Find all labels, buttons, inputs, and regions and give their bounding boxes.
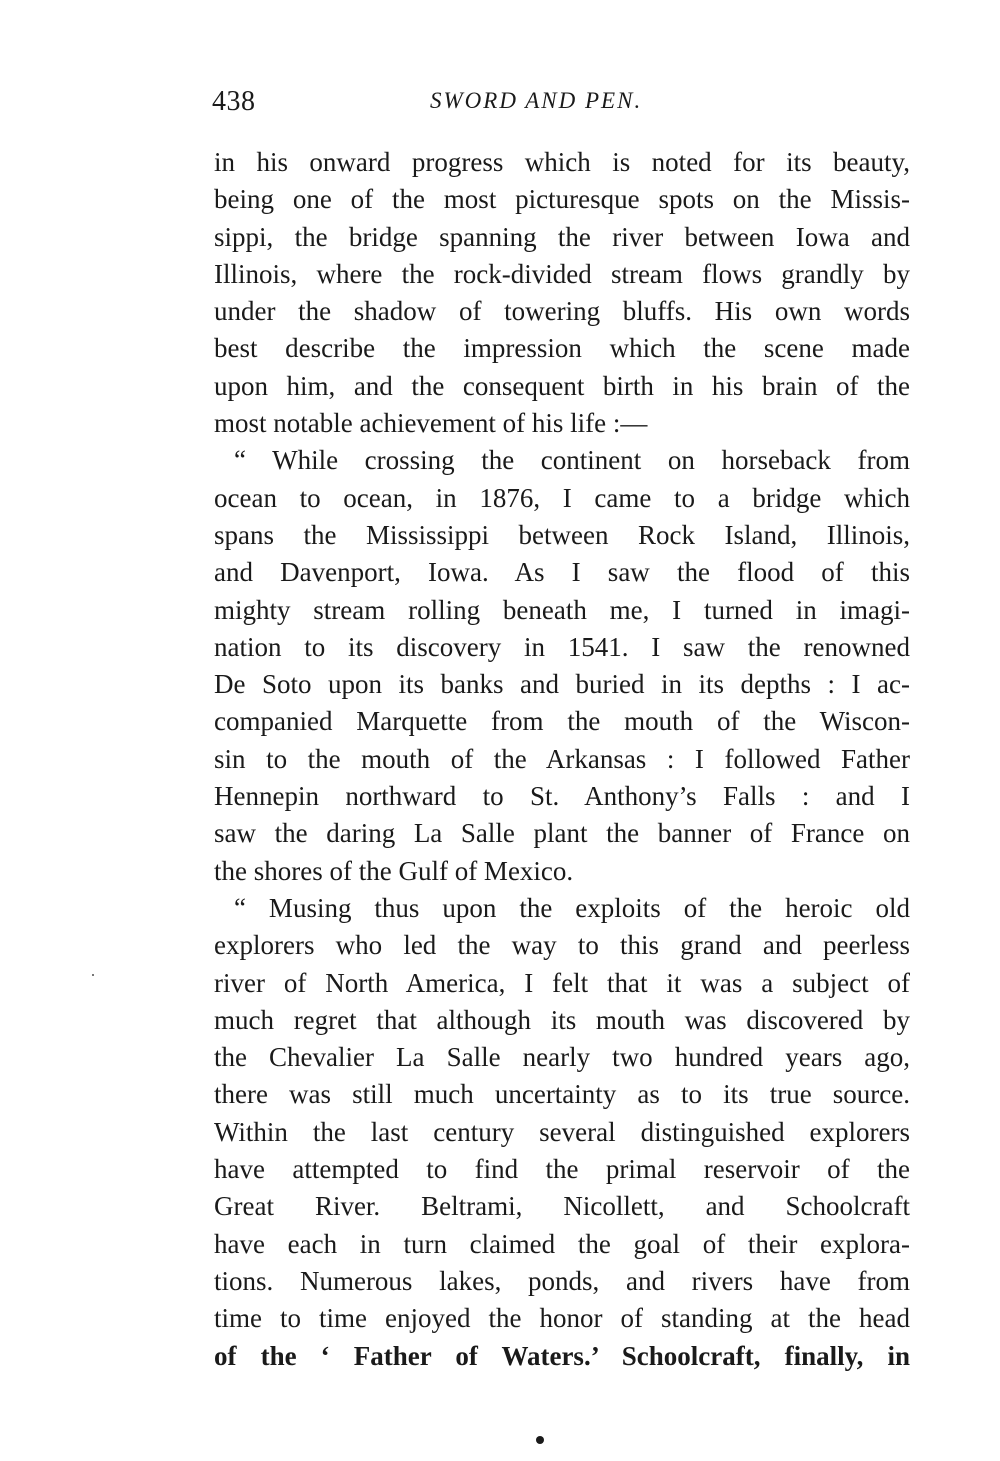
text-line: under the shadow of towering bluffs. His own words xyxy=(214,296,910,327)
text-line: sin to the mouth of the Arkansas : I followed Father xyxy=(214,743,910,774)
text-line: ocean to ocean, in 1876, I came to a bridge which xyxy=(214,482,910,513)
paragraph xyxy=(214,144,910,442)
text-line: the shores of the Gulf of Mexico. xyxy=(214,855,574,886)
page-number: 438 xyxy=(212,86,256,117)
text-line: being one of the most picturesque spots on the Missis- xyxy=(214,184,910,215)
text-line: the Chevalier La Salle nearly two hundred years ago, xyxy=(214,1042,910,1073)
text-line: best describe the impression which the scene made xyxy=(214,333,910,364)
text-line: Within the last century several distinguished explorers xyxy=(214,1116,910,1147)
text-line: saw the daring La Salle plant the banner of France on xyxy=(214,818,910,849)
text-line: most notable achievement of his life :— xyxy=(214,408,648,439)
text-line: explorers who led the way to this grand and peerless xyxy=(214,930,910,961)
body-text xyxy=(214,144,910,1375)
text-line: mighty stream rolling beneath me, I turned in imagi- xyxy=(214,594,910,625)
text-line: spans the Mississippi between Rock Island, Illinois, xyxy=(214,519,910,550)
text-line: there was still much uncertainty as to its true source. xyxy=(214,1079,910,1110)
paragraph xyxy=(214,890,910,1375)
text-line: have each in turn claimed the goal of their explora- xyxy=(214,1228,910,1259)
margin-speck xyxy=(92,974,94,976)
paragraph xyxy=(214,442,910,890)
text-line: much regret that although its mouth was discovered by xyxy=(214,1004,910,1035)
text-line: tions. Numerous lakes, ponds, and rivers have from xyxy=(214,1265,910,1296)
printer-mark xyxy=(536,1436,544,1444)
text-line: De Soto upon its banks and buried in its depths : I ac- xyxy=(214,669,910,700)
text-line: “ While crossing the continent on horseback from xyxy=(234,445,910,476)
text-line: Hennepin northward to St. Anthony’s Falls : and I xyxy=(214,781,910,812)
text-line: Great River. Beltrami, Nicollett, and Schoolcraft xyxy=(214,1191,910,1222)
text-line: time to time enjoyed the honor of standing at the head xyxy=(214,1303,910,1334)
text-line: Illinois, where the rock-divided stream flows grandly by xyxy=(214,258,910,289)
text-line: companied Marquette from the mouth of the Wiscon- xyxy=(214,706,910,737)
text-line: have attempted to find the primal reservoir of the xyxy=(214,1154,910,1185)
text-line: nation to its discovery in 1541. I saw the renowned xyxy=(214,631,910,662)
text-line: in his onward progress which is noted for its beauty, xyxy=(214,147,910,177)
text-line: upon him, and the consequent birth in his brain of the xyxy=(214,370,910,401)
text-line: of the ‘ Father of Waters.’ Schoolcraft, finally, in xyxy=(214,1340,910,1371)
text-line: “ Musing thus upon the exploits of the heroic old xyxy=(234,892,910,923)
text-line: river of North America, I felt that it was a subject of xyxy=(214,967,910,998)
page-header xyxy=(212,86,912,126)
text-line: and Davenport, Iowa. As I saw the flood of this xyxy=(214,557,910,588)
running-title: SWORD AND PEN. xyxy=(430,88,643,113)
text-line: sippi, the bridge spanning the river between Iowa and xyxy=(214,221,910,252)
